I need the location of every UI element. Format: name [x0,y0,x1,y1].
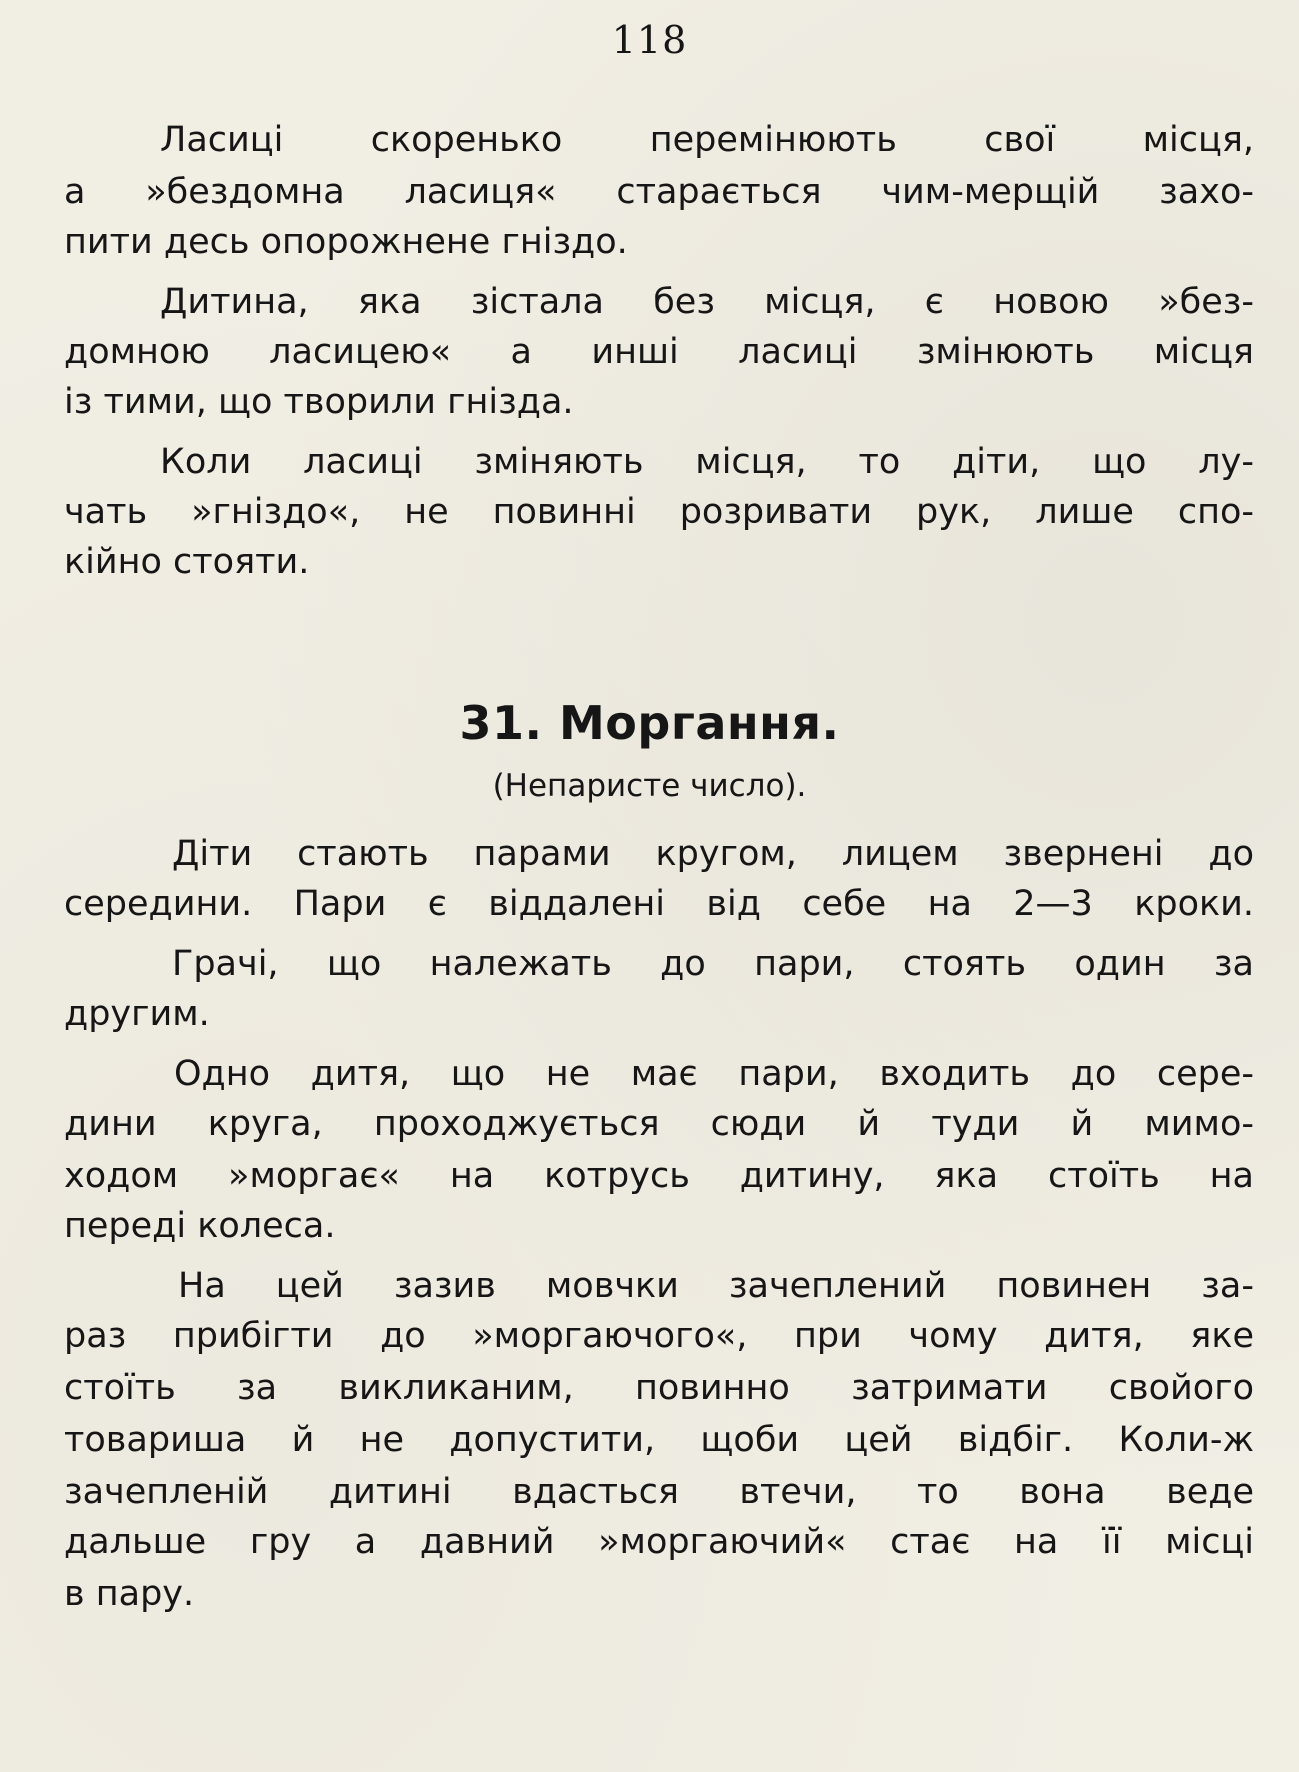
text-line: дини круга, проходжується сюди й туди й мимо- [64,1104,1254,1144]
text-line: Ласиці скоренько перемінюють свої місця, [160,120,1254,160]
text-line: середини. Пари є віддалені від себе на 2—3 кроки. [64,884,1254,924]
text-line: Дитина, яка зістала без місця, є новою »без- [160,282,1254,322]
page-number: 118 [611,18,688,62]
text-line: Коли ласиці зміняють місця, то діти, що лу- [160,442,1254,482]
text-line: дальше гру а давний »моргаючий« стає на її місці [64,1522,1254,1562]
text-line: Діти стають парами кругом, лицем звернені до [172,834,1254,874]
section-subheading: (Непаристе число). [492,768,807,804]
text-line: другим. [64,994,210,1034]
text-line: із тими, що творили гнізда. [64,382,574,422]
text-line: Грачі, що належать до пари, стоять один за [172,944,1254,984]
text-line: раз прибігти до »моргаючого«, при чому дитя, яке [64,1316,1254,1356]
text-line: переді колеса. [64,1206,336,1246]
text-line: а »бездомна ласиця« старається чим-мерщій захо- [64,172,1254,212]
text-line: чать »гніздо«, не повинні розривати рук, лише спо- [64,492,1254,532]
text-line: зачепленій дитині вдасться втечи, то вона веде [64,1472,1254,1512]
text-line: домною ласицею« а инші ласиці змінюють місця [64,332,1254,372]
section-heading: 31. Моргання. [459,696,840,750]
text-line: ходом »моргає« на котрусь дитину, яка стоїть на [64,1156,1254,1196]
text-line: товариша й не допустити, щоби цей відбіг. Коли-ж [64,1420,1254,1460]
text-line: в пару. [64,1574,195,1614]
text-line: На цей зазив мовчки зачеплений повинен за- [178,1266,1254,1306]
text-line: пити десь опорожнене гніздо. [64,222,628,262]
text-line: стоїть за викликаним, повинно затримати свойого [64,1368,1254,1408]
text-line: кійно стояти. [64,542,310,582]
text-line: Одно дитя, що не має пари, входить до сере- [174,1054,1254,1094]
